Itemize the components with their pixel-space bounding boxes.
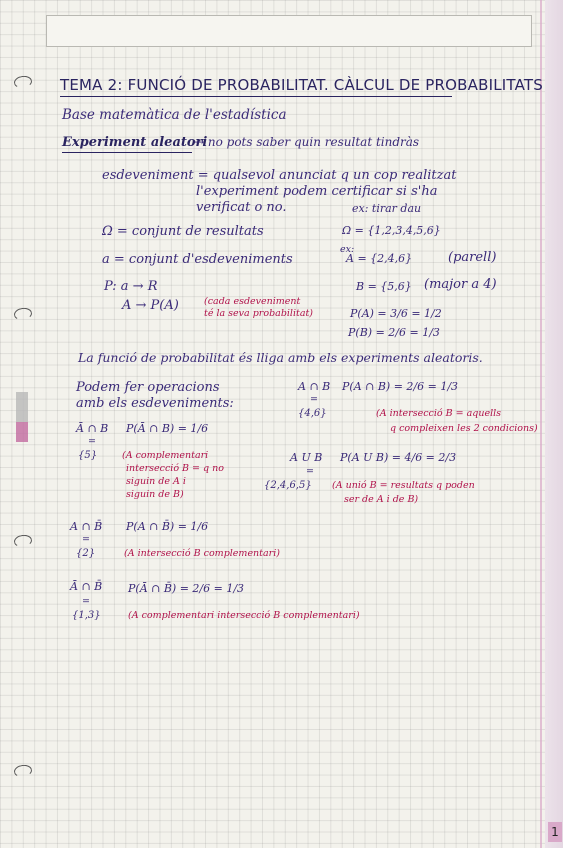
mapping-line-2: A → P(A) <box>122 298 179 313</box>
cAnB-note-4: siguin de B) <box>126 489 184 500</box>
margin-line <box>540 0 542 848</box>
cAnB-set: {5} <box>78 450 98 461</box>
page-title: TEMA 2: FUNCIÓ DE PROBABILITAT. CÀLCUL DE PROBABILITATS <box>60 76 543 94</box>
AnB-note-1: (A intersecció B = aquells <box>376 408 502 419</box>
cAnB-prob: P(Ā ∩ B) = 1/6 <box>126 422 209 435</box>
AncB-prob: P(A ∩ B̄) = 1/6 <box>126 520 209 533</box>
ops-intro-1: Podem fer operacions <box>76 380 220 395</box>
AnB-equals: = <box>310 394 318 405</box>
AnB-prob: P(A ∩ B) = 2/6 = 1/3 <box>342 380 459 393</box>
ring-hole <box>13 307 32 321</box>
cAnB-note-1: (A complementari <box>122 450 209 461</box>
relation-text: La funció de probabilitat és lliga amb els experiments aleatoris. <box>78 350 483 365</box>
AuB-equals: = <box>306 466 314 477</box>
AuB-note-2: ser de A i de B) <box>344 494 419 505</box>
ops-intro-2: amb els esdeveniments: <box>76 396 234 411</box>
experiment-definition: → no pots saber quin resultat tindràs <box>194 135 420 149</box>
cAnB-note-3: siguin de A i <box>126 476 186 487</box>
ring-hole <box>13 534 32 548</box>
example-label: ex: <box>340 244 355 255</box>
AncB-set: {2} <box>76 548 96 559</box>
omega-definition: Ω = conjunt de resultats <box>102 224 264 239</box>
cAncB-set: {1,3} <box>72 610 101 621</box>
B-note: (major a 4) <box>424 277 497 292</box>
AuB-note-1: (A unió B = resultats q poden <box>332 480 475 491</box>
mapping-line-1: P: a → R <box>104 279 158 294</box>
mapping-note-2: té la seva probabilitat) <box>204 308 314 319</box>
title-underline <box>60 96 452 97</box>
A-note: (parell) <box>448 250 497 265</box>
B-value: B = {5,6} <box>356 280 412 293</box>
esdeveniment-line-2: l'experiment podem certificar si s'ha <box>196 184 438 199</box>
AnB-note-2: q compleixen les 2 condicions) <box>390 423 538 434</box>
cAnB-equals: = <box>88 436 96 447</box>
AncB-label: A ∩ B̄ <box>70 520 103 533</box>
header-box <box>46 15 532 47</box>
experiment-underline <box>62 152 192 153</box>
cAncB-label: Ā ∩ B̄ <box>70 580 103 593</box>
ring-hole <box>13 764 32 778</box>
AnB-set: {4,6} <box>298 408 327 419</box>
A-value: A = {2,4,6} <box>346 252 413 265</box>
AnB-label: A ∩ B <box>298 380 331 393</box>
AuB-prob: P(A U B) = 4/6 = 2/3 <box>340 451 457 464</box>
ring-hole <box>13 75 32 89</box>
esdeveniment-line-3: verificat o no. <box>196 200 287 215</box>
omega-value: Ω = {1,2,3,4,5,6} <box>342 224 441 237</box>
cAncB-prob: P(Ā ∩ B̄) = 2/6 = 1/3 <box>128 582 245 595</box>
mapping-note-1: (cada esdeveniment <box>204 296 301 307</box>
a-definition: a = conjunt d'esdeveniments <box>102 252 293 267</box>
AuB-set: {2,4,6,5} <box>264 480 312 491</box>
subtitle: Base matemàtica de l'estadística <box>62 107 287 123</box>
prob-B: P(B) = 2/6 = 1/3 <box>348 326 440 339</box>
AncB-equals: = <box>82 534 90 545</box>
experiment-term: Experiment aleatori <box>62 135 208 150</box>
dice-example-label: ex: tirar dau <box>352 202 422 215</box>
cAncB-note: (A complementari intersecció B complementari) <box>128 610 360 621</box>
AuB-label: A U B <box>290 451 323 464</box>
cAnB-label: Ā ∩ B <box>76 422 109 435</box>
page-edge <box>545 0 563 848</box>
cAncB-equals: = <box>82 596 90 607</box>
AncB-note: (A intersecció B complementari) <box>124 548 280 559</box>
page-number: 1 <box>548 822 562 842</box>
cAnB-note-2: intersecció B = q no <box>126 463 224 474</box>
prob-A: P(A) = 3/6 = 1/2 <box>350 307 442 320</box>
side-tab-mark <box>16 392 28 442</box>
esdeveniment-line-1: esdeveniment = qualsevol anunciat q un cop realitzat <box>102 168 457 183</box>
